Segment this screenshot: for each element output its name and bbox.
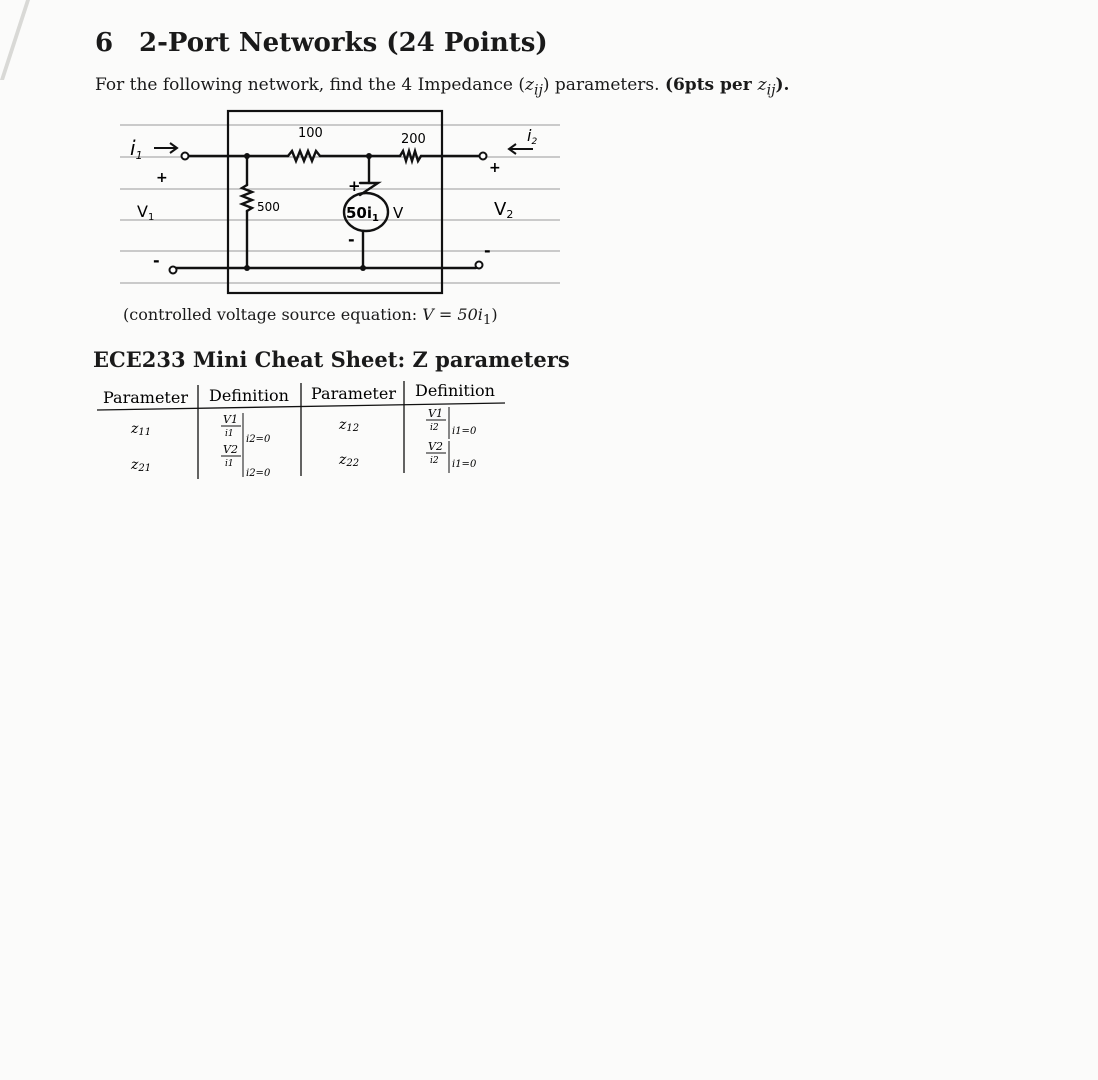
param-z12: z12 bbox=[339, 417, 360, 434]
prompt-points-end: ). bbox=[775, 75, 790, 95]
caption-equation: V = 50i bbox=[422, 305, 483, 324]
prompt-points-symbol: z bbox=[757, 75, 767, 95]
source-label: $50i_1$ bbox=[346, 204, 379, 224]
port1-bottom-terminal bbox=[170, 267, 177, 274]
circuit-diagram bbox=[120, 105, 560, 300]
source-equation-caption bbox=[123, 305, 498, 328]
header-definition-2: Definition bbox=[415, 381, 495, 400]
prompt-points: (6pts per bbox=[664, 75, 758, 95]
port1-voltage-label: V1 bbox=[137, 202, 155, 223]
port2-bottom-terminal bbox=[476, 262, 483, 269]
caption-lead: (controlled voltage source equation: bbox=[123, 305, 423, 324]
z11-condition: i2=0 bbox=[246, 434, 271, 445]
prompt-points-sub: ij bbox=[766, 82, 776, 99]
section-heading bbox=[95, 28, 548, 58]
port2-current-arrow bbox=[509, 144, 533, 154]
source-plus: + bbox=[348, 177, 361, 195]
definition-z22 bbox=[426, 440, 477, 473]
port1-plus: + bbox=[156, 170, 168, 186]
problem-prompt bbox=[95, 75, 789, 98]
header-parameter-1: Parameter bbox=[103, 388, 188, 407]
prompt-symbol-sub: ij bbox=[533, 82, 543, 99]
r200-label: 200 bbox=[401, 132, 426, 147]
z21-numerator: V2 bbox=[223, 443, 238, 456]
port1-minus: - bbox=[153, 251, 160, 270]
z-parameter-table bbox=[95, 381, 507, 481]
port1-top-terminal bbox=[182, 153, 189, 160]
port2-current-label: i2 bbox=[527, 126, 538, 147]
z22-numerator: V2 bbox=[428, 440, 443, 453]
caption-sub: 1 bbox=[482, 313, 492, 329]
z22-denominator: i2 bbox=[430, 456, 439, 466]
z12-denominator: i2 bbox=[430, 423, 439, 433]
prompt-middle: ) parameters. bbox=[542, 75, 665, 95]
prompt-symbol: z bbox=[525, 75, 534, 95]
header-definition-1: Definition bbox=[209, 386, 289, 405]
terminals bbox=[170, 153, 487, 274]
section-number: 6 bbox=[95, 28, 114, 58]
page-edge-shadow bbox=[0, 0, 30, 80]
z22-condition: i1=0 bbox=[452, 459, 477, 470]
cheat-sheet-title: ECE233 Mini Cheat Sheet: Z parameters bbox=[93, 347, 570, 372]
port2-voltage-label: V2 bbox=[494, 199, 514, 221]
caption-end: ) bbox=[491, 305, 498, 324]
definition-z21 bbox=[221, 443, 271, 479]
z12-condition: i1=0 bbox=[452, 426, 477, 437]
param-z21: z21 bbox=[131, 457, 152, 474]
param-z11: z11 bbox=[131, 421, 152, 438]
section-title: 2-Port Networks (24 Points) bbox=[139, 28, 548, 58]
prompt-lead: For the following network, find the 4 Impedance ( bbox=[95, 75, 525, 95]
z11-denominator: i1 bbox=[225, 429, 234, 439]
z11-numerator: V1 bbox=[223, 413, 238, 426]
port2-plus: + bbox=[489, 160, 501, 176]
param-z22: z22 bbox=[339, 452, 360, 469]
definition-z12 bbox=[426, 407, 477, 439]
r500-label: 500 bbox=[257, 200, 280, 214]
header-parameter-2: Parameter bbox=[311, 384, 396, 403]
source-voltage-label: V bbox=[393, 204, 404, 222]
port2-minus: - bbox=[484, 241, 491, 260]
z21-condition: i2=0 bbox=[246, 468, 271, 479]
circuit-wires bbox=[176, 151, 480, 268]
port1-current-arrow bbox=[154, 143, 177, 153]
z12-numerator: V1 bbox=[428, 407, 443, 420]
definition-z11 bbox=[221, 413, 271, 445]
port1-current-label: $i_1$ bbox=[130, 136, 143, 162]
port2-top-terminal bbox=[480, 153, 487, 160]
source-minus: - bbox=[348, 230, 355, 249]
z21-denominator: i1 bbox=[225, 459, 234, 469]
r100-label: 100 bbox=[298, 126, 323, 141]
